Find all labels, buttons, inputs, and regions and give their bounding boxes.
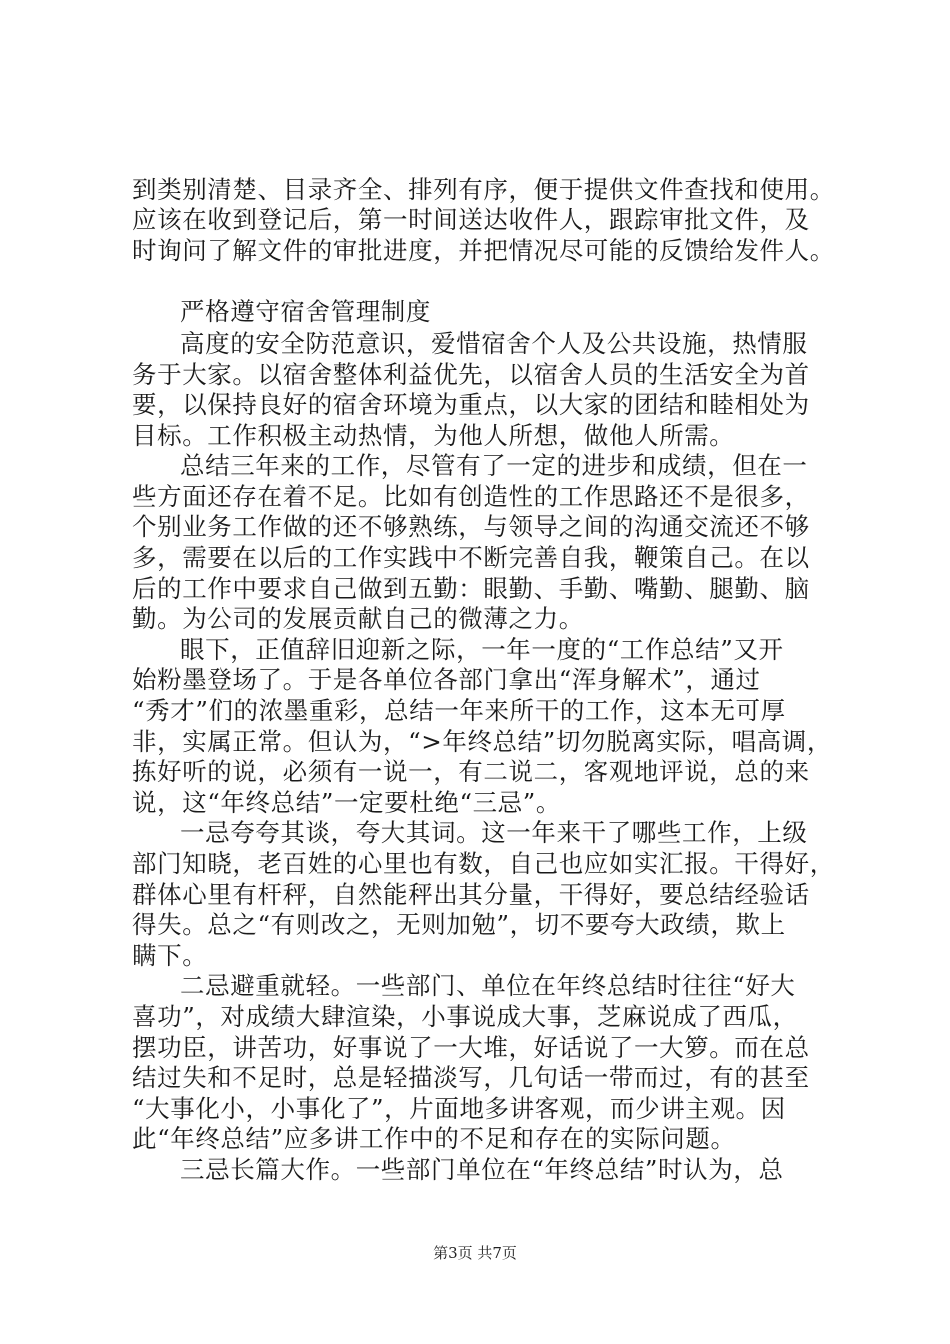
text-line: “秀才”们的浓墨重彩，总结一年来所干的工作，这本无可厚 [132, 696, 786, 725]
text-line: 始粉墨登场了。于是各单位各部门拿出“浑身解术”，通过 [132, 665, 761, 694]
page-number-footer: 第3页 共7页 [433, 1244, 517, 1262]
text-line: “大事化小，小事化了”，片面地多讲客观，而少讲主观。因 [132, 1094, 786, 1123]
text-line: 高度的安全防范意识，爱惜宿舍个人及公共设施，热情服 [180, 329, 808, 358]
text-line: 多，需要在以后的工作实践中不断完善自我，鞭策自己。在以 [132, 543, 810, 572]
text-line: 二忌避重就轻。一些部门、单位在年终总结时往往“好大 [180, 971, 796, 1000]
text-line: 喜功”，对成绩大肆渲染，小事说成大事，芝麻说成了西瓜， [132, 1002, 798, 1031]
text-line: 结过失和不足时，总是轻描淡写，几句话一带而过，有的甚至 [132, 1063, 810, 1092]
text-line: 一忌夸夸其谈，夸大其词。这一年来干了哪些工作，上级 [180, 818, 808, 847]
text-line: 此“年终总结”应多讲工作中的不足和存在的实际问题。 [132, 1124, 736, 1153]
text-line: 勤。为公司的发展贡献自己的微薄之力。 [132, 604, 584, 633]
text-line: 务于大家。以宿舍整体利益优先，以宿舍人员的生活安全为首 [132, 360, 810, 389]
text-line: 些方面还存在着不足。比如有创造性的工作思路还不是很多， [132, 482, 810, 511]
text-line: 应该在收到登记后，第一时间送达收件人，跟踪审批文件，及 [132, 205, 810, 234]
text-line: 到类别清楚、目录齐全、排列有序，便于提供文件查找和使用。 [132, 175, 835, 204]
text-line: 部门知晓，老百姓的心里也有数，自己也应如实汇报。干得好， [132, 849, 835, 878]
text-line: 群体心里有杆秤，自然能秤出其分量，干得好，要总结经验话 [132, 880, 810, 909]
text-line: 总结三年来的工作，尽管有了一定的进步和成绩，但在一 [180, 451, 808, 480]
section-heading: 严格遵守宿舍管理制度 [180, 297, 431, 326]
text-line: 三忌长篇大作。一些部门单位在“年终总结”时认为，总 [180, 1155, 784, 1184]
text-line: 摆功臣，讲苦功，好事说了一大堆，好话说了一大箩。而在总 [132, 1033, 810, 1062]
text-line: 说，这“年终总结”一定要杜绝“三忌”。 [132, 788, 561, 817]
text-line: 时询问了解文件的审批进度，并把情况尽可能的反馈给发件人。 [132, 236, 835, 265]
text-line: 要，以保持良好的宿舍环境为重点，以大家的团结和睦相处为 [132, 390, 810, 419]
text-line: 瞒下。 [132, 941, 208, 970]
text-line: 眼下，正值辞旧迎新之际，一年一度的“工作总结”又开 [180, 635, 784, 664]
text-line: 后的工作中要求自己做到五勤：眼勤、手勤、嘴勤、腿勤、脑 [132, 574, 810, 603]
text-line: 目标。工作积极主动热情，为他人所想，做他人所需。 [132, 421, 735, 450]
text-line: 得失。总之“有则改之，无则加勉”，切不要夸大政绩，欺上 [132, 910, 786, 939]
text-line: 拣好听的说，必须有一说一，有二说二，客观地评说，总的来 [132, 757, 810, 786]
text-line: 非，实属正常。但认为，“>年终总结”切勿脱离实际，唱高调， [132, 727, 832, 756]
text-line: 个别业务工作做的还不够熟练，与领导之间的沟通交流还不够 [132, 512, 810, 541]
